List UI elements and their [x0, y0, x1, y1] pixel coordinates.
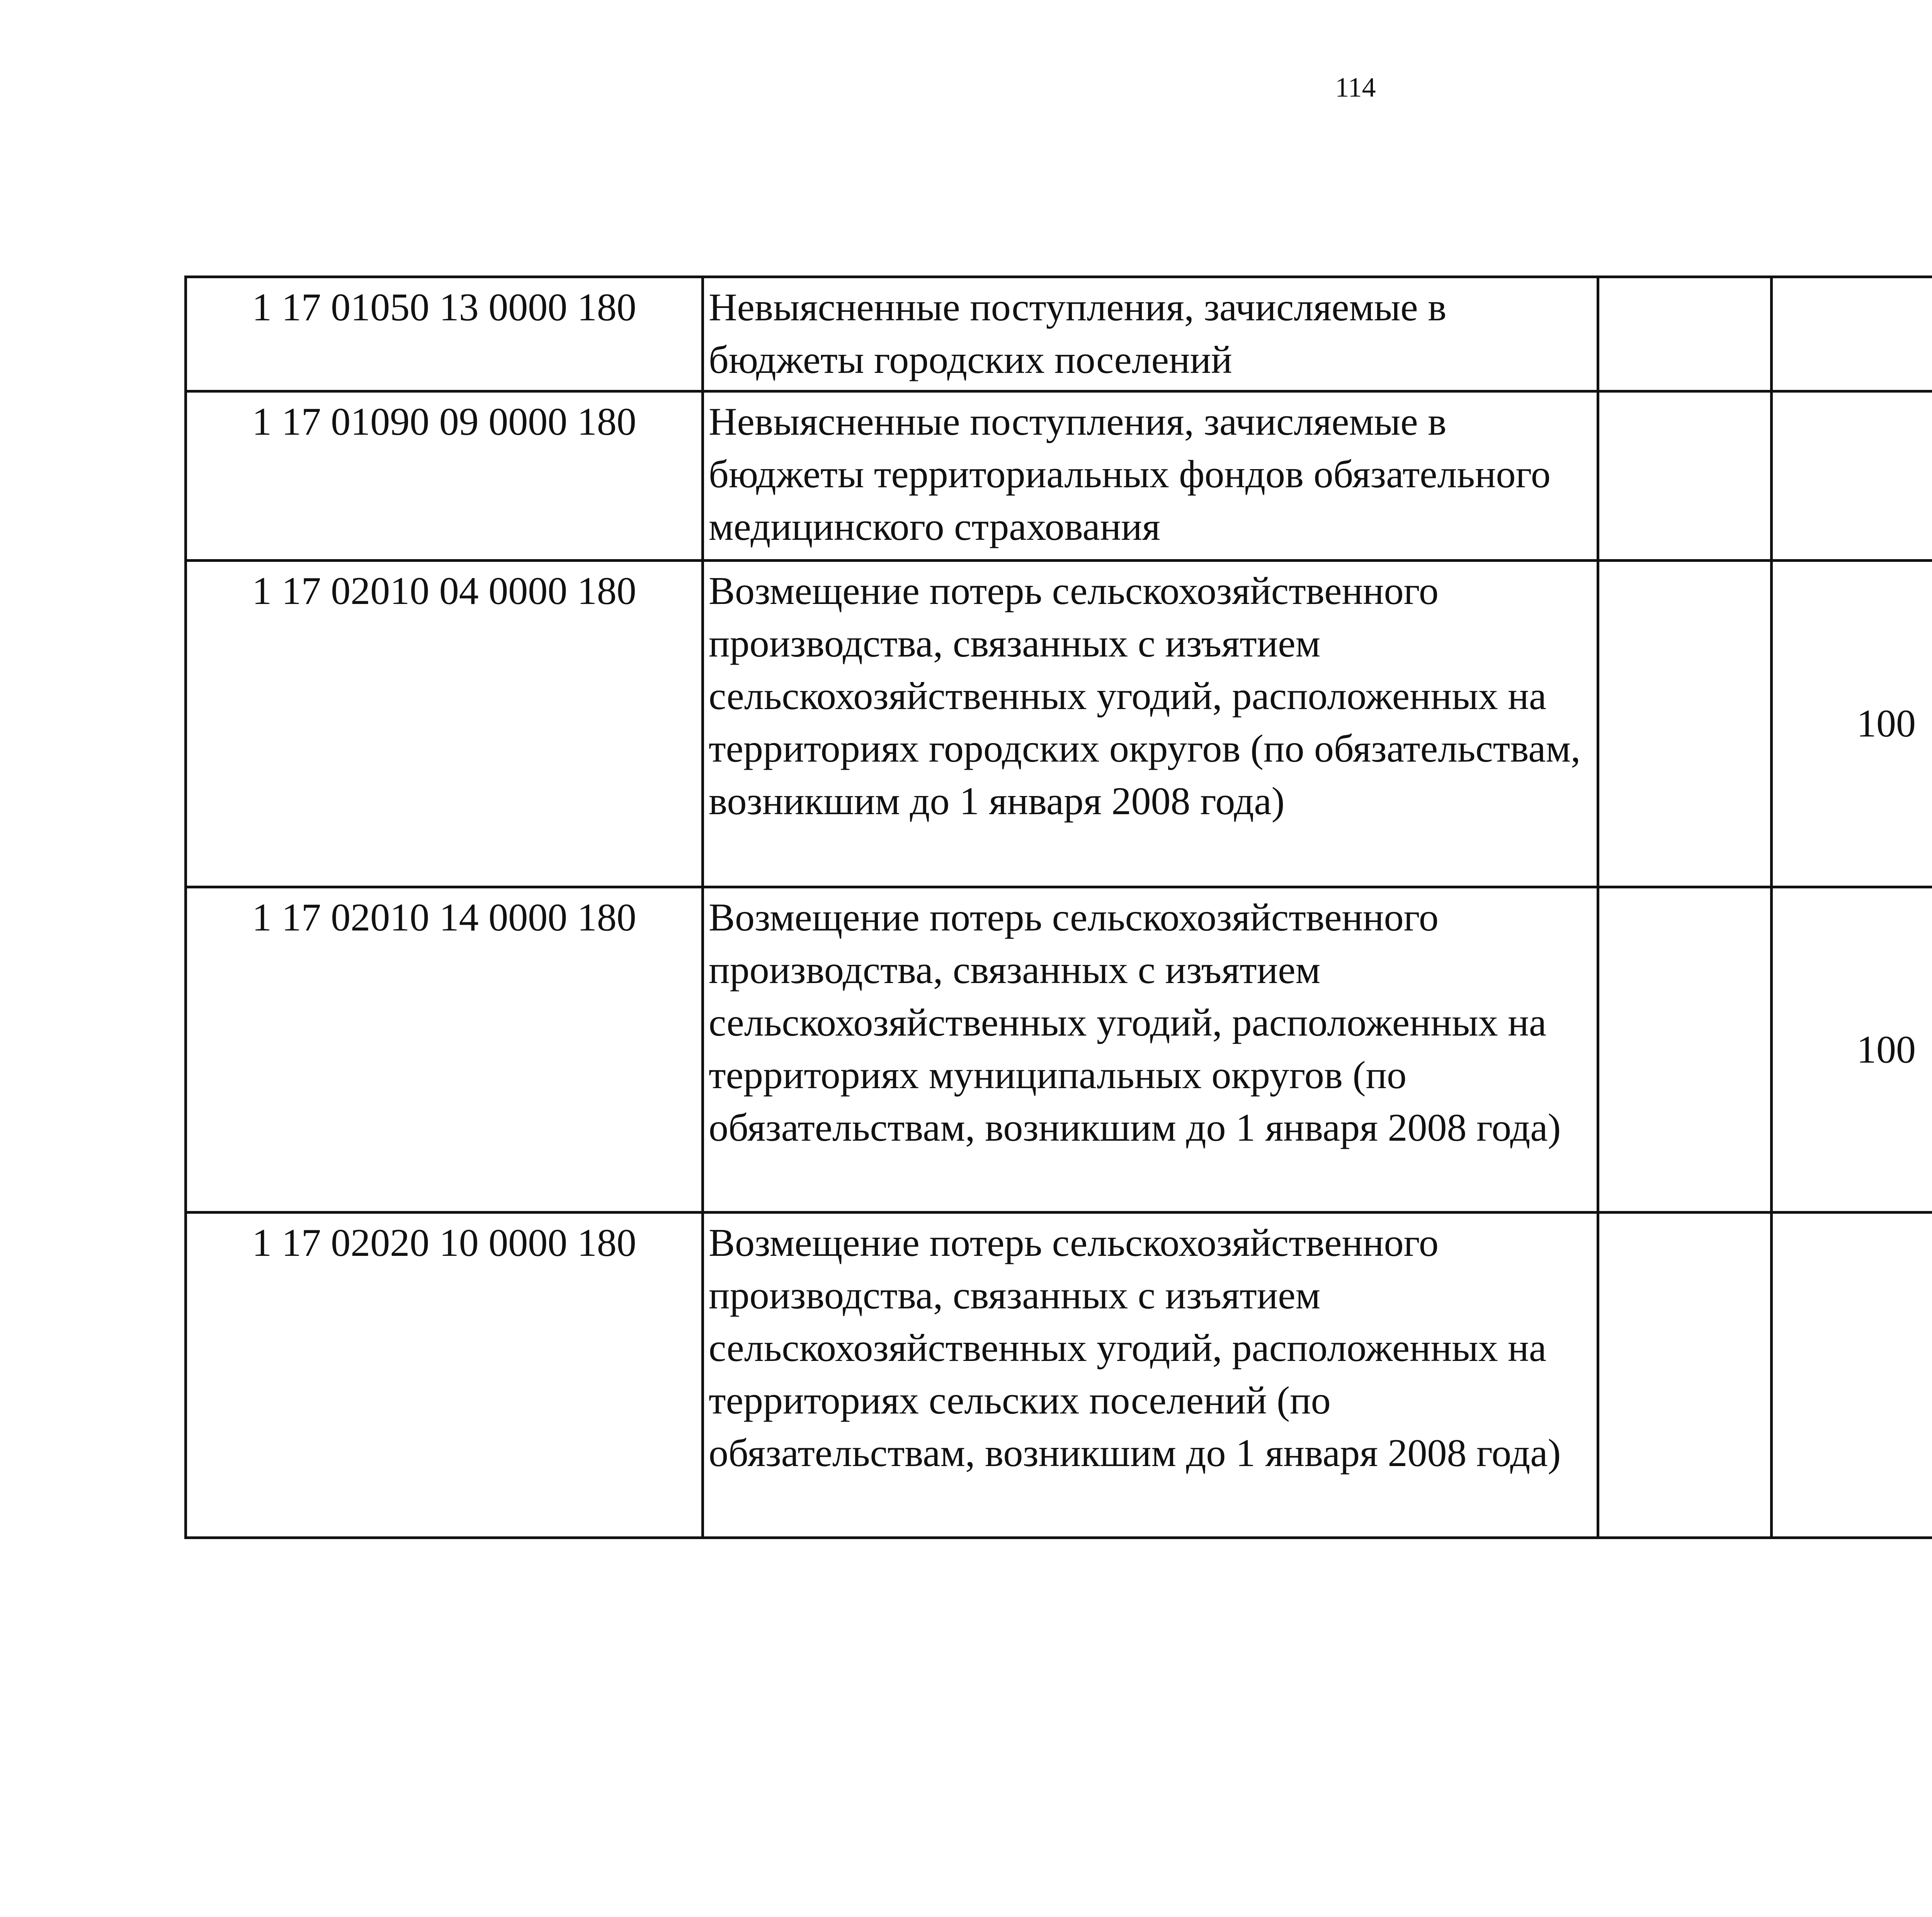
table-row: [186, 1213, 1932, 1538]
value-cell: 100: [1772, 561, 1932, 887]
value-cell: [1598, 1213, 1772, 1538]
budget-code-cell: 1 17 02020 10 0000 180: [186, 1213, 703, 1538]
revenue-name-cell: Возмещение потерь сельскохозяйственного производства, связанных с изъятием сельскохозяйственных угодий, расположенных на территориях сельских поселений (по обязательствам, возникшим до 1 января 2008 года): [703, 1213, 1598, 1538]
revenue-name-cell: Невыясненные поступления, зачисляемые в бюджеты городских поселений: [703, 277, 1598, 391]
value-cell: [1598, 277, 1772, 391]
page-number: 114: [1335, 72, 1376, 103]
table-row: [186, 277, 1932, 391]
table-row: [186, 887, 1932, 1213]
value-cell: [1772, 391, 1932, 561]
revenue-distribution-table: [184, 276, 1932, 1539]
budget-code-cell: 1 17 01090 09 0000 180: [186, 391, 703, 561]
table-row: [186, 391, 1932, 561]
value-cell: [1598, 391, 1772, 561]
budget-code-cell: 1 17 02010 14 0000 180: [186, 887, 703, 1213]
value-cell: 100: [1772, 887, 1932, 1213]
budget-code-cell: 1 17 02010 04 0000 180: [186, 561, 703, 887]
value-cell: [1598, 887, 1772, 1213]
budget-code-cell: 1 17 01050 13 0000 180: [186, 277, 703, 391]
value-cell: [1772, 277, 1932, 391]
revenue-name-cell: Возмещение потерь сельскохозяйственного производства, связанных с изъятием сельскохозяйственных угодий, расположенных на территориях городских округов (по обязательствам, возникшим до 1 января 2008 года): [703, 561, 1598, 887]
value-cell: [1772, 1213, 1932, 1538]
revenue-name-cell: Возмещение потерь сельскохозяйственного производства, связанных с изъятием сельскохозяйственных угодий, расположенных на территориях муниципальных округов (по обязательствам, возникшим до 1 января 2008 года): [703, 887, 1598, 1213]
table-row: [186, 561, 1932, 887]
revenue-name-cell: Невыясненные поступления, зачисляемые в бюджеты территориальных фондов обязательного медицинского страхования: [703, 391, 1598, 561]
value-cell: [1598, 561, 1772, 887]
